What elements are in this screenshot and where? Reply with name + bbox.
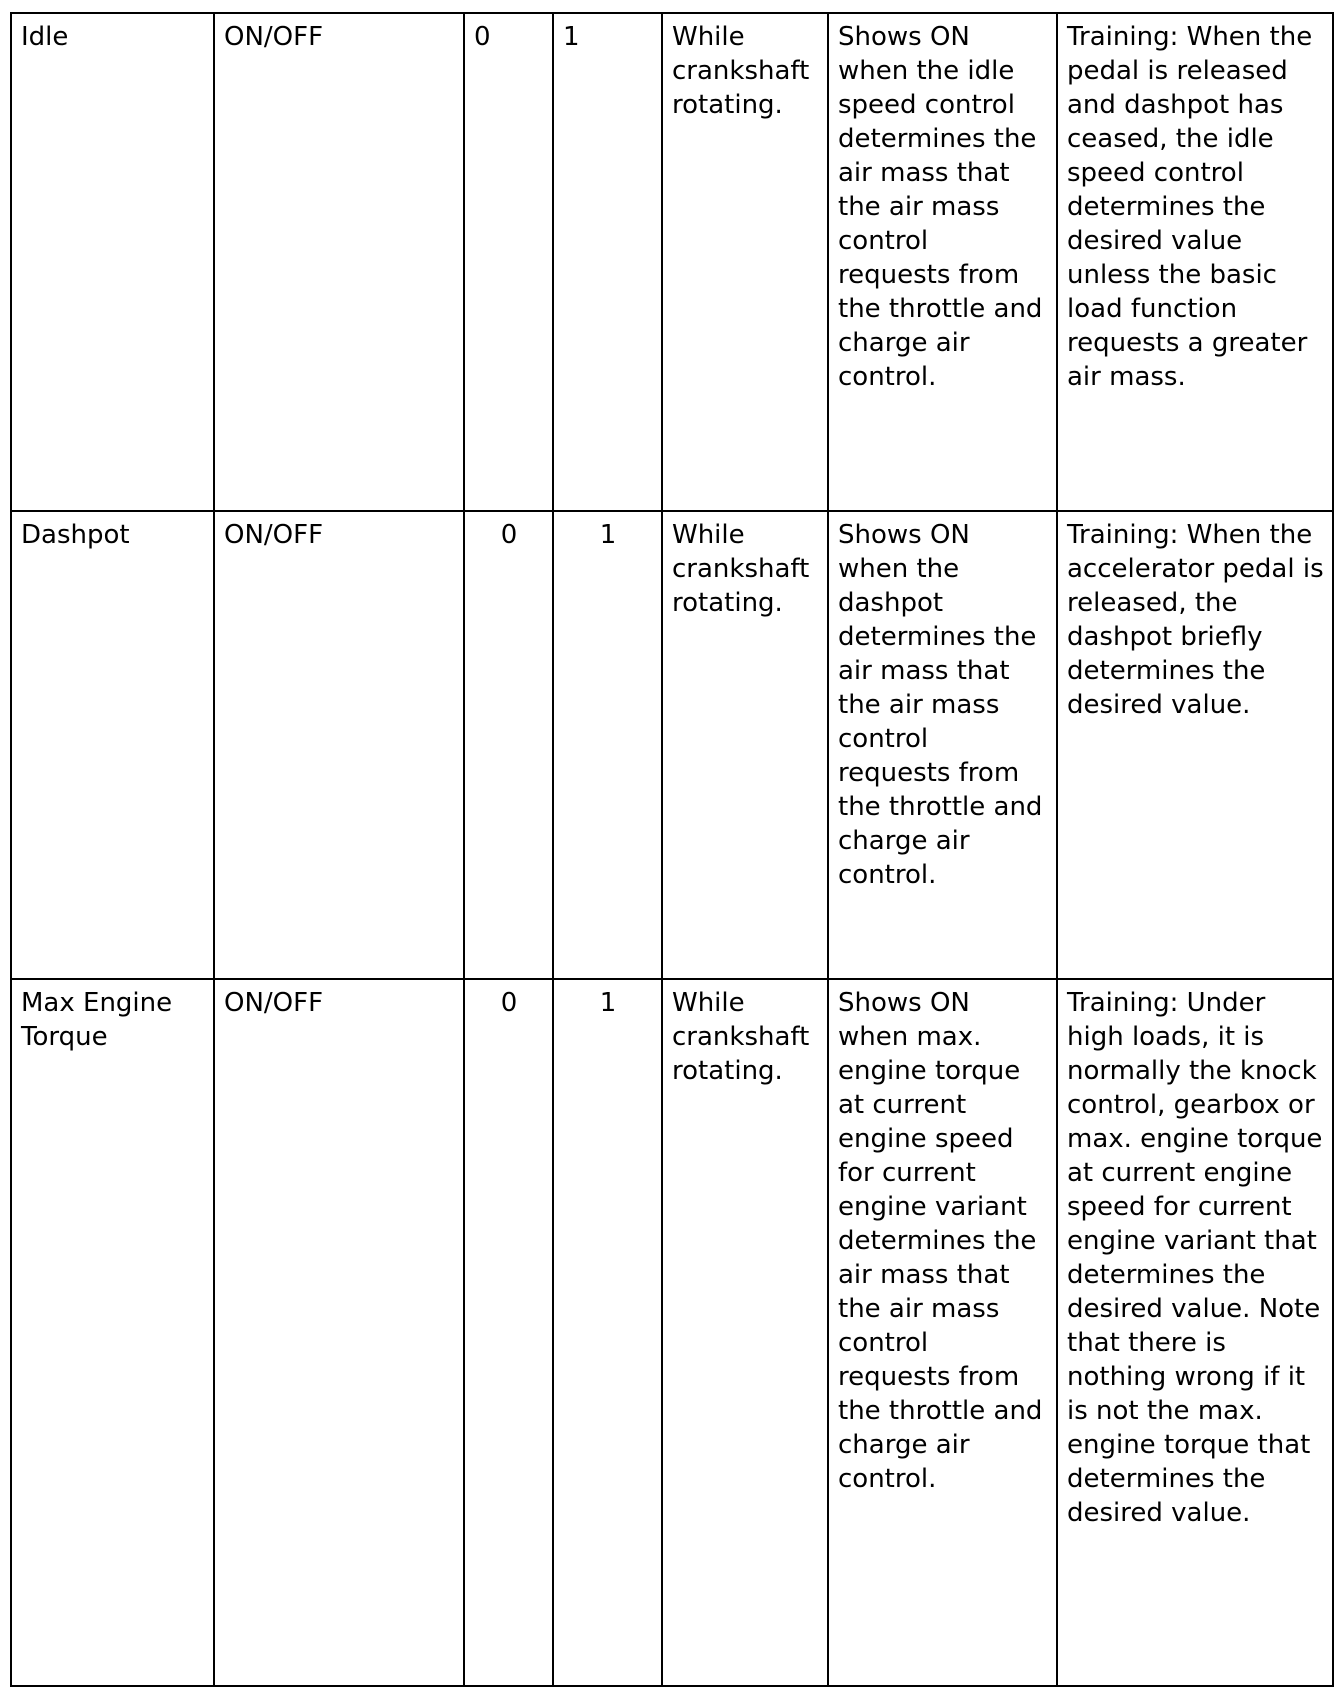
table-row <box>11 511 1333 979</box>
table-row <box>11 13 1333 511</box>
parameter-unit: ON/OFF <box>214 13 464 511</box>
parameter-condition: While crankshaft rotating. <box>662 13 828 511</box>
parameter-training: Training: Under high loads, it is normally the knock control, gearbox or max. engine torque at current engine speed for current engine variant that determines the desired value. Note that there is nothing wrong if it is not the max. engine torque that determines the desired value. <box>1057 979 1333 1686</box>
parameter-description: Shows ON when the idle speed control determines the air mass that the air mass control requests from the throttle and charge air control. <box>828 13 1057 511</box>
parameter-table <box>10 12 1334 1687</box>
parameter-description: Shows ON when the dashpot determines the air mass that the air mass control requests from the throttle and charge air control. <box>828 511 1057 979</box>
parameter-name: Idle <box>11 13 214 511</box>
parameter-min: 0 <box>464 979 553 1686</box>
parameter-unit: ON/OFF <box>214 979 464 1686</box>
parameter-min: 0 <box>464 13 553 511</box>
parameter-name: Max Engine Torque <box>11 979 214 1686</box>
parameter-name: Dashpot <box>11 511 214 979</box>
parameter-max: 1 <box>553 979 662 1686</box>
table-row <box>11 979 1333 1686</box>
parameter-unit: ON/OFF <box>214 511 464 979</box>
parameter-condition: While crankshaft rotating. <box>662 511 828 979</box>
parameter-max: 1 <box>553 13 662 511</box>
parameter-description: Shows ON when max. engine torque at current engine speed for current engine variant determines the air mass that the air mass control requests from the throttle and charge air control. <box>828 979 1057 1686</box>
parameter-training: Training: When the accelerator pedal is released, the dashpot briefly determines the desired value. <box>1057 511 1333 979</box>
parameter-condition: While crankshaft rotating. <box>662 979 828 1686</box>
parameter-max: 1 <box>553 511 662 979</box>
parameter-min: 0 <box>464 511 553 979</box>
parameter-training: Training: When the pedal is released and dashpot has ceased, the idle speed control determines the desired value unless the basic load function requests a greater air mass. <box>1057 13 1333 511</box>
